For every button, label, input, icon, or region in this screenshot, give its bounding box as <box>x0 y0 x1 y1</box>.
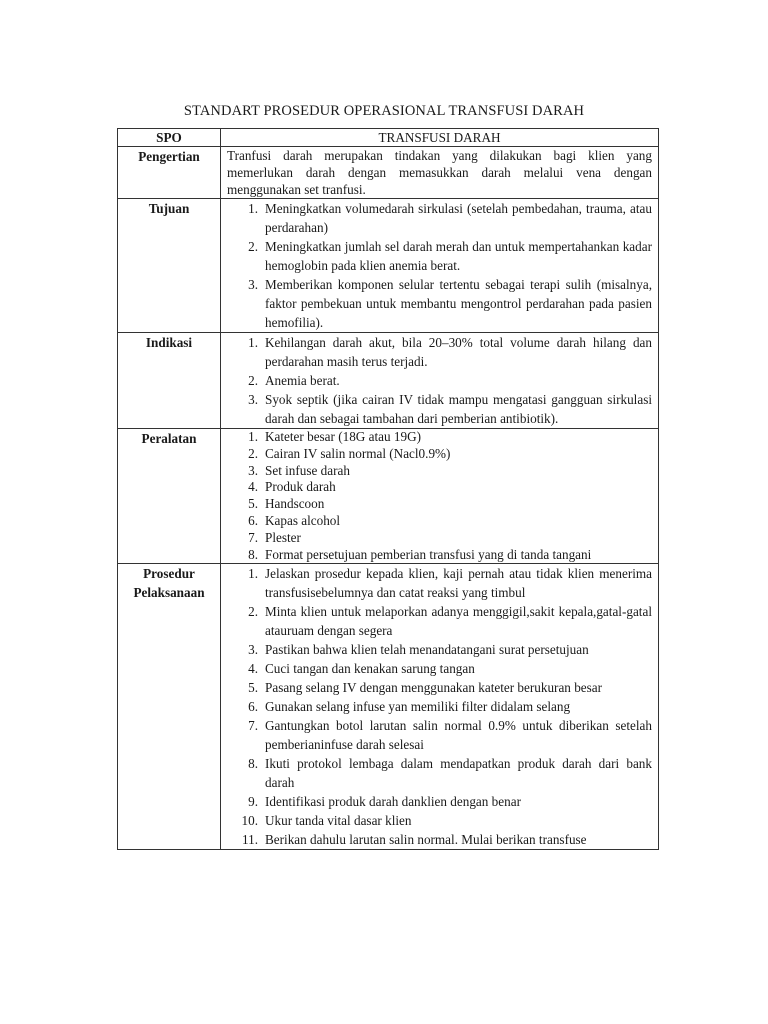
list-item: 5. Handscoon <box>248 496 325 512</box>
list-item: 5. Pasang selang IV dengan menggunakan kateter berukuran besar <box>248 680 603 696</box>
row-indikasi <box>118 333 659 429</box>
list-item: 4. Produk darah <box>248 479 336 495</box>
list-item: 8. Format persetujuan pemberian transfusi yang di tanda tangani <box>248 546 592 562</box>
list-item: 3. Syok septik (jika cairan IV tidak mampu mengatasi gangguan sirkulasi darah dan sebagai tambahan dari pemberian antibiotik). <box>248 392 652 426</box>
tujuan-cell <box>221 199 659 333</box>
list-item: 3. Memberikan komponen selular tertentu sebagai terapi sulih (misalnya, faktor pembekuan untuk membantu mengontrol perdarahan pada pasien hemofilia). <box>248 277 652 330</box>
label-peralatan: Peralatan <box>118 429 221 564</box>
label-tujuan: Tujuan <box>118 199 221 333</box>
spo-table <box>117 128 659 850</box>
list-item: 8. Ikuti protokol lembaga dalam mendapatkan produk darah dari bank darah <box>248 756 652 791</box>
label-prosedur-line1: Prosedur <box>143 566 195 582</box>
list-item: 10. Ukur tanda vital dasar klien <box>241 813 412 829</box>
row-pengertian <box>118 147 659 199</box>
list-item: 1. Jelaskan prosedur kepada klien, kaji pernah atau tidak klien menerima transfusisebelumnya dan catat reaksi yang timbul <box>248 566 652 601</box>
table-header-row <box>118 129 659 147</box>
list-item: 2. Cairan IV salin normal (Nacl0.9%) <box>248 445 451 461</box>
label-prosedur-line2: Pelaksanaan <box>133 585 205 601</box>
list-item: 3. Pastikan bahwa klien telah menandatangani surat persetujuan <box>248 642 589 658</box>
prosedur-cell <box>221 564 659 850</box>
list-item: 1. Kehilangan darah akut, bila 20–30% total volume darah hilang dan perdarahan masih terus terjadi. <box>248 335 652 369</box>
label-prosedur-pelaksanaan <box>118 564 221 850</box>
peralatan-cell <box>221 429 659 564</box>
list-item: 2. Anemia berat. <box>248 373 340 388</box>
list-item: 7. Gantungkan botol larutan salin normal 0.9% untuk diberikan setelah pemberianinfuse darah selesai <box>248 718 652 753</box>
header-transfusi-darah: TRANSFUSI DARAH <box>221 129 659 147</box>
pengertian-text: Tranfusi darah merupakan tindakan yang dilakukan bagi klien yang memerlukan darah dengan memasukkan darah melalui vena dengan menggunakan set tranfusi. <box>221 147 659 199</box>
label-pengertian: Pengertian <box>118 147 221 199</box>
list-item: 2. Meningkatkan jumlah sel darah merah dan untuk mempertahankan kadar hemoglobin pada klien anemia berat. <box>248 239 652 273</box>
indikasi-list <box>227 333 652 428</box>
list-item: 7. Plester <box>248 529 301 545</box>
row-peralatan <box>118 429 659 564</box>
document-title: STANDART PROSEDUR OPERASIONAL TRANSFUSI DARAH <box>183 103 585 119</box>
list-item: 6. Gunakan selang infuse yan memiliki filter didalam selang <box>248 699 571 715</box>
list-item: 11. Berikan dahulu larutan salin normal. Mulai berikan transfuse <box>242 832 587 848</box>
peralatan-list <box>227 429 652 563</box>
list-item: 1. Meningkatkan volumedarah sirkulasi (setelah pembedahan, trauma, atau perdarahan) <box>248 201 652 235</box>
list-item: 2. Minta klien untuk melaporkan adanya menggigil,sakit kepala,gatal-gatal atauruam dengan segera <box>248 604 652 639</box>
list-item: 1. Kateter besar (18G atau 19G) <box>248 429 421 444</box>
list-item: 4. Cuci tangan dan kenakan sarung tangan <box>248 661 475 677</box>
row-prosedur-pelaksanaan <box>118 564 659 850</box>
tujuan-list <box>227 199 652 332</box>
indikasi-cell <box>221 333 659 429</box>
list-item: 3. Set infuse darah <box>248 462 350 478</box>
prosedur-list <box>227 564 652 849</box>
header-spo: SPO <box>118 129 221 147</box>
list-item: 6. Kapas alcohol <box>248 512 341 528</box>
label-indikasi: Indikasi <box>118 333 221 429</box>
list-item: 9. Identifikasi produk darah danklien dengan benar <box>248 794 521 810</box>
row-tujuan <box>118 199 659 333</box>
